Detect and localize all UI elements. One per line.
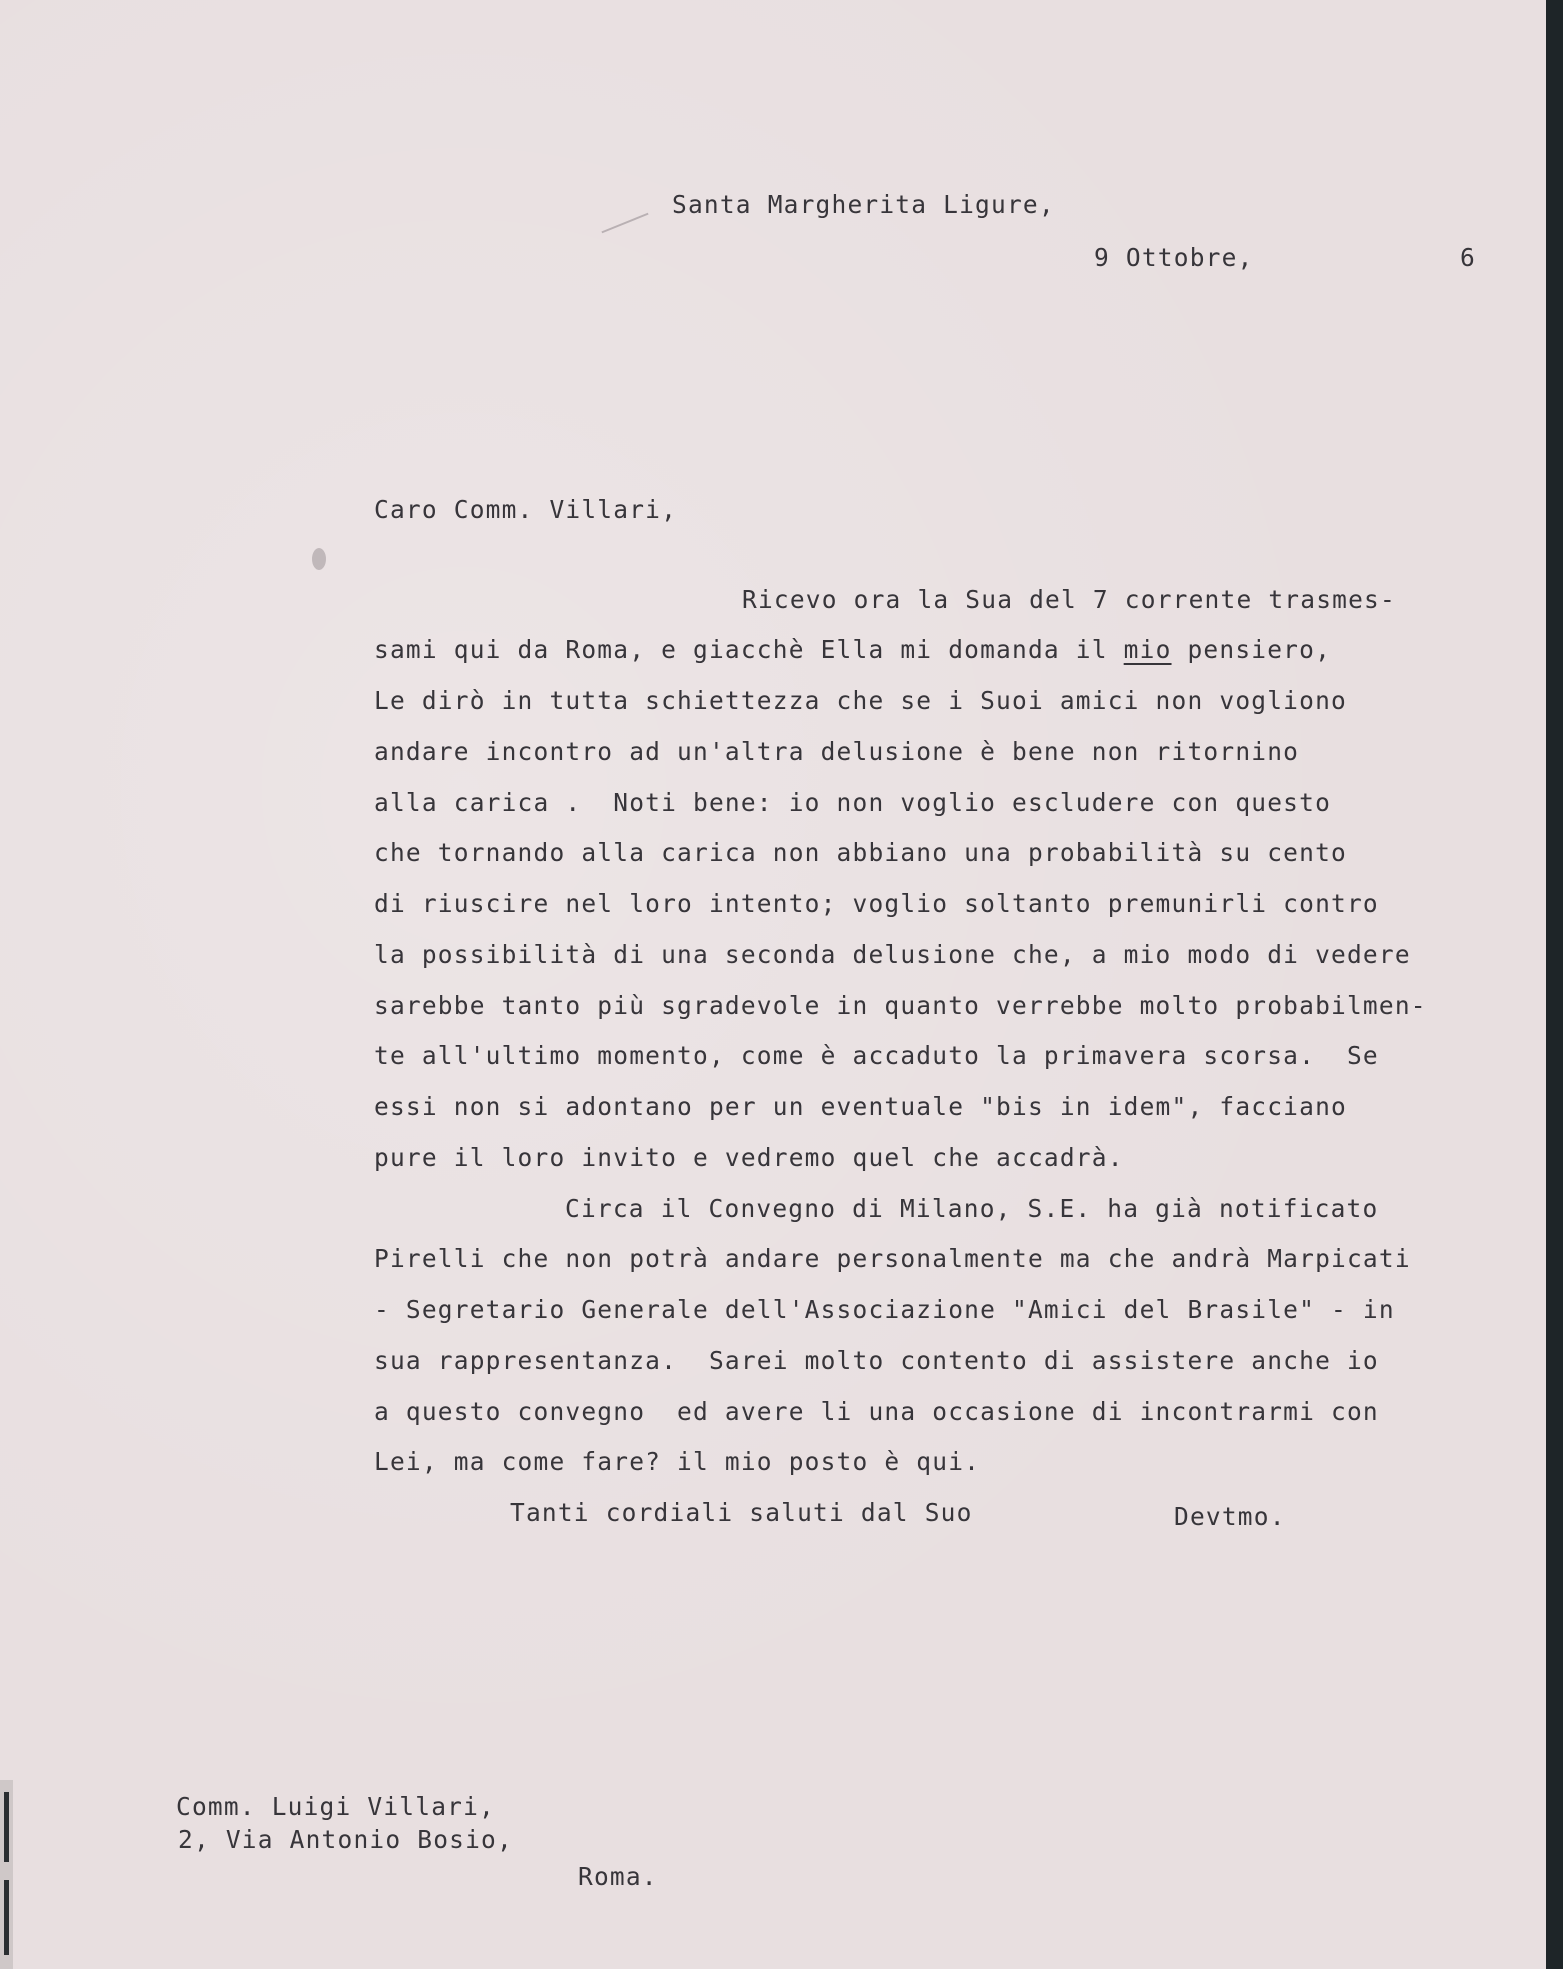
body-line: Lei, ma come fare? il mio posto è qui. [374, 1447, 981, 1476]
body-line: Circa il Convegno di Milano, S.E. ha già notificato [565, 1194, 1379, 1223]
address-line: 2, Via Antonio Bosio, [178, 1825, 513, 1854]
paper-stain [312, 548, 326, 570]
body-line: alla carica . Noti bene: io non voglio escludere con questo [374, 788, 1332, 817]
body-line: di riuscire nel loro intento; voglio soltanto premunirli contro [374, 889, 1379, 918]
body-line: la possibilità di una seconda delusione che, a mio modo di vedere [374, 940, 1411, 969]
body-line: essi non si adontano per un eventuale "bis in idem", facciano [374, 1092, 1347, 1121]
letter-place: Santa Margherita Ligure, [672, 190, 1055, 219]
underlined-word: mio [1123, 635, 1172, 664]
body-line: te all'ultimo momento, come è accaduto la primavera scorsa. Se [374, 1041, 1379, 1070]
body-line: sami qui da Roma, e giacchè Ella mi domanda il mio pensiero, [374, 635, 1332, 664]
salutation: Caro Comm. Villari, [374, 495, 678, 524]
letter-date: 9 Ottobre, [1094, 243, 1254, 272]
body-line: che tornando alla carica non abbiano una probabilità su cento [374, 838, 1347, 867]
body-line: Le dirò in tutta schiettezza che se i Suoi amici non vogliono [374, 686, 1347, 715]
body-line: Pirelli che non potrà andare personalmente ma che andrà Marpicati [374, 1244, 1411, 1273]
body-line: sarebbe tanto più sgradevole in quanto verrebbe molto probabilmen- [374, 991, 1427, 1020]
signoff: Devtmo. [1174, 1502, 1286, 1531]
body-line: sua rappresentanza. Sarei molto contento di assistere anche io [374, 1346, 1379, 1375]
page-number: 6 [1460, 243, 1476, 272]
body-line: a questo convegno ed avere li una occasione di incontrarmi con [374, 1397, 1379, 1426]
address-line: Comm. Luigi Villari, [176, 1792, 496, 1821]
binding-bar [4, 1792, 9, 1862]
binding-bar [4, 1880, 9, 1955]
scan-background-edge [1546, 0, 1563, 1969]
closing: Tanti cordiali saluti dal Suo [510, 1498, 973, 1527]
pen-mark [601, 213, 648, 234]
body-line: andare incontro ad un'altra delusione è bene non ritornino [374, 737, 1300, 766]
body-line: - Segretario Generale dell'Associazione "Amici del Brasile" - in [374, 1295, 1395, 1324]
address-line: Roma. [578, 1862, 658, 1891]
body-line: Ricevo ora la Sua del 7 corrente trasmes- [742, 585, 1396, 614]
binding-strip [0, 1780, 13, 1969]
body-line: pure il loro invito e vedremo quel che accadrà. [374, 1143, 1124, 1172]
